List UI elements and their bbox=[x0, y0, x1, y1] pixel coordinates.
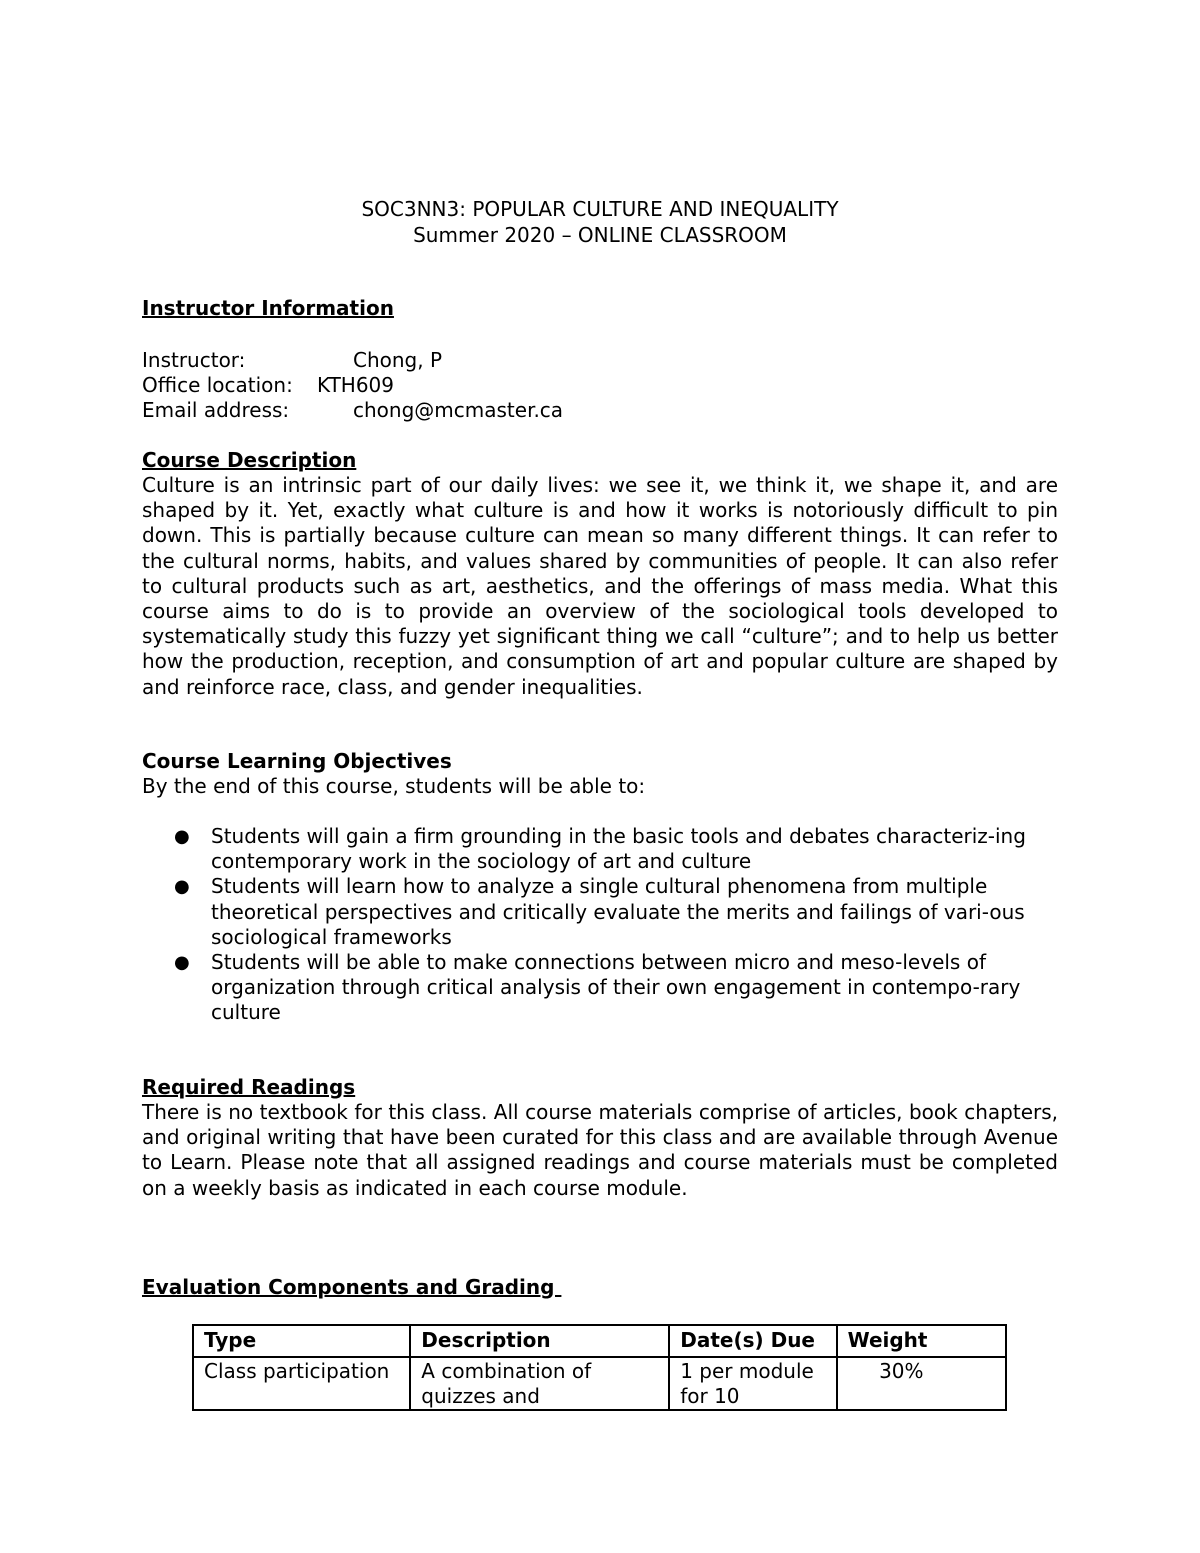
course-title: SOC3NN3: POPULAR CULTURE AND INEQUALITY bbox=[361, 197, 839, 221]
email-value: chong@mcmaster.ca bbox=[353, 398, 564, 422]
grading-table bbox=[192, 1324, 1007, 1411]
grading-header-row bbox=[193, 1325, 1006, 1357]
readings-heading: Required Readings bbox=[142, 1075, 356, 1099]
col-header-type: Type bbox=[193, 1325, 410, 1357]
instructor-value: Chong, P bbox=[353, 348, 443, 372]
col-header-description: Description bbox=[410, 1325, 669, 1357]
office-label: Office location: bbox=[142, 373, 293, 397]
evaluation-heading: Evaluation Components and Grading bbox=[142, 1275, 562, 1299]
instructor-heading: Instructor Information bbox=[142, 296, 394, 320]
instructor-row bbox=[142, 348, 245, 373]
cell-type: Class participation bbox=[193, 1357, 410, 1410]
instructor-label: Instructor: bbox=[142, 348, 246, 372]
col-header-due: Date(s) Due bbox=[669, 1325, 836, 1357]
objective-text: Students will be able to make connections between micro and meso-levels of organization through critical analysis of their own engagement in contempo-rary culture bbox=[211, 950, 1021, 1025]
office-value: KTH609 bbox=[317, 373, 394, 397]
objective-text: Students will learn how to analyze a single cultural phenomena from multiple theoretical perspectives and critically evaluate the merits and failings of vari-ous sociological frameworks bbox=[211, 874, 1025, 949]
course-term: Summer 2020 – ONLINE CLASSROOM bbox=[413, 223, 787, 247]
objective-text: Students will gain a firm grounding in the basic tools and debates characteriz-ing contemporary work in the sociology of art and culture bbox=[211, 824, 1026, 874]
description-heading: Course Description bbox=[142, 448, 357, 472]
description-body: Culture is an intrinsic part of our daily lives: we see it, we think it, we shape it, and are shaped by it. Yet, exactly what culture is and how it works is notoriously difficult to pin down. This is partially because culture can mean so many different things. It can refer to the cultural norms, habits, and values shared by communities of people. It can also refer to cultural products such as art, aesthetics, and the offerings of mass media. What this course aims to do is to provide an overview of the sociological tools developed to systematically study this fuzzy yet significant thing we call “culture”; and to help us better how the production, reception, and consumption of art and popular culture are shaped by and reinforce race, class, and gender inequalities. bbox=[142, 473, 1058, 699]
objectives-list bbox=[142, 824, 1058, 1026]
objective-item bbox=[142, 950, 1058, 1026]
objective-item bbox=[142, 874, 1058, 950]
cell-description: A combination of quizzes and bbox=[410, 1357, 669, 1410]
email-label: Email address: bbox=[142, 398, 290, 422]
table-row bbox=[193, 1357, 1006, 1410]
bullet-icon: ● bbox=[174, 876, 190, 898]
office-row bbox=[142, 373, 293, 398]
readings-body: There is no textbook for this class. All course materials comprise of articles, book chapters, and original writing that have been curated for this class and are available through Avenue to Learn. Please note that all assigned readings and course materials must be completed on a weekly basis as indicated in each course module. bbox=[142, 1100, 1058, 1200]
bullet-icon: ● bbox=[174, 826, 190, 847]
bullet-icon: ● bbox=[174, 952, 190, 974]
objective-item bbox=[142, 824, 1058, 874]
objectives-intro: By the end of this course, students will be able to: bbox=[142, 774, 646, 798]
email-row bbox=[142, 398, 289, 423]
cell-weight: 30% bbox=[837, 1357, 1006, 1410]
col-header-weight: Weight bbox=[837, 1325, 1006, 1357]
cell-due: 1 per module for 10 bbox=[669, 1357, 836, 1410]
objectives-heading: Course Learning Objectives bbox=[142, 749, 452, 773]
